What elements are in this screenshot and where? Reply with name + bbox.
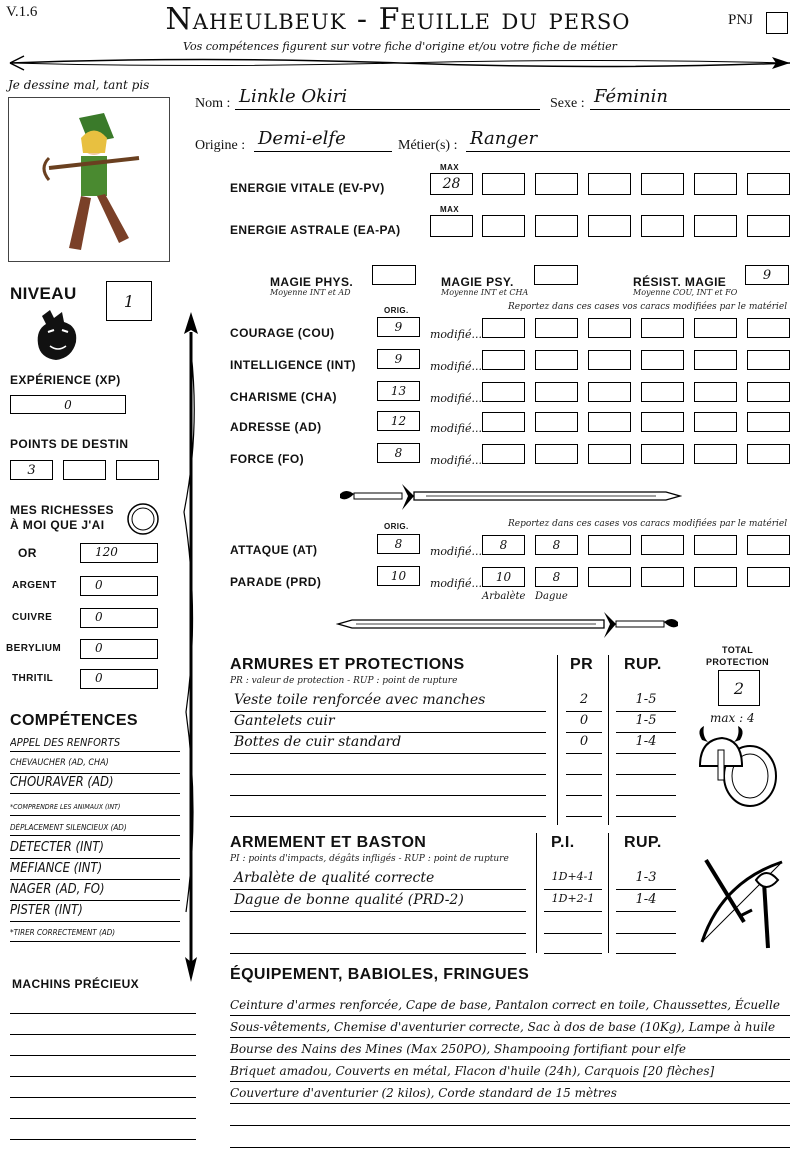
charisme-orig-box[interactable]: 13 <box>377 381 420 401</box>
force-mod-box[interactable] <box>747 444 790 464</box>
ev-box[interactable] <box>694 173 737 195</box>
col-label-arbalete: Arbalète <box>482 591 526 602</box>
cuivre-box[interactable]: 0 <box>80 608 158 628</box>
armure-empty-line[interactable] <box>230 797 546 817</box>
courage-orig-box[interactable]: 9 <box>377 317 420 337</box>
richesses-label-2: À MOI QUE J'AI <box>10 518 105 532</box>
armement-divider <box>536 833 537 953</box>
force-mod-box[interactable] <box>694 444 737 464</box>
armure-pr[interactable]: 2 <box>566 692 602 712</box>
competence-item: MÉFIANCE (INT) <box>10 861 180 880</box>
portrait-frame <box>8 97 170 262</box>
arme-empty-line[interactable] <box>544 914 602 934</box>
origine-label: Origine : <box>195 138 246 153</box>
armures-pr-header: PR <box>570 656 594 673</box>
page-subtitle: Vos compétences figurent sur votre fiche d'origine et/ou votre fiche de métier <box>183 40 617 53</box>
courage-mod-box[interactable] <box>694 318 737 338</box>
ev-max-label: MAX <box>440 163 459 172</box>
adresse-orig-box[interactable]: 12 <box>377 411 420 431</box>
armement-label: ARMEMENT ET BASTON <box>230 834 427 851</box>
parade-mod-arbalete[interactable]: 10 <box>482 567 525 587</box>
attaque-mod-box[interactable] <box>641 535 684 555</box>
courage-mod-box[interactable] <box>747 318 790 338</box>
destin-box-1[interactable]: 3 <box>10 460 53 480</box>
weapons-icon <box>692 852 792 952</box>
armures-divider <box>608 655 609 825</box>
character-drawing <box>9 98 169 261</box>
ea-box[interactable] <box>694 215 737 237</box>
magie-psy-label: MAGIE PSY. <box>441 275 514 289</box>
intelligence-mod-box[interactable] <box>588 350 631 370</box>
armure-empty-line[interactable] <box>616 776 676 796</box>
equipement-line[interactable]: Ceinture d'armes renforcée, Cape de base, Pantalon correct en toile, Chaussettes, Écuelle <box>230 994 790 1016</box>
intelligence-mod-box[interactable] <box>747 350 790 370</box>
ea-box[interactable] <box>747 215 790 237</box>
max-protection: max : 4 <box>710 711 755 725</box>
total-protection-label-2: PROTECTION <box>706 657 770 667</box>
carac-note: Reportez dans ces cases vos caracs modifiées par le matériel <box>508 302 788 312</box>
argent-label: ARGENT <box>12 580 57 591</box>
armure-empty-line[interactable] <box>230 755 546 775</box>
equipement-label: ÉQUIPEMENT, BABIOLES, FRINGUES <box>230 966 530 983</box>
machins-line[interactable] <box>10 1036 196 1056</box>
sword-ornament <box>336 608 682 642</box>
courage-modifie: modifié... <box>430 328 482 341</box>
competence-item: APPEL DES RENFORTS <box>10 736 180 752</box>
competence-item: CHEVAUCHER (AD, CHA) <box>10 758 180 774</box>
force-label: FORCE (FO) <box>230 452 304 466</box>
arme-empty-line[interactable] <box>616 936 676 954</box>
machins-line[interactable] <box>10 1099 196 1119</box>
magie-psy-note: Moyenne INT et CHA <box>441 288 529 297</box>
ea-box[interactable] <box>535 215 578 237</box>
berylium-box[interactable]: 0 <box>80 639 158 659</box>
armure-empty-line[interactable] <box>230 776 546 796</box>
armures-rup-header: RUP. <box>624 656 662 673</box>
ev-box[interactable] <box>588 173 631 195</box>
force-orig-box[interactable]: 8 <box>377 443 420 463</box>
parade-mod-box[interactable] <box>588 567 631 587</box>
intelligence-orig-box[interactable]: 9 <box>377 349 420 369</box>
force-mod-box[interactable] <box>588 444 631 464</box>
ea-box[interactable] <box>641 215 684 237</box>
ea-max-box[interactable] <box>430 215 473 237</box>
sexe-label: Sexe : <box>550 96 585 111</box>
portrait-caption: Je dessine mal, tant pis <box>8 78 150 92</box>
magie-phys-label: MAGIE PHYS. <box>270 275 354 289</box>
competences-label: COMPÉTENCES <box>10 712 138 729</box>
armures-label: ARMURES ET PROTECTIONS <box>230 656 465 673</box>
intelligence-mod-box[interactable] <box>694 350 737 370</box>
armure-empty-line[interactable] <box>566 776 602 796</box>
nom-label: Nom : <box>195 96 231 111</box>
argent-box[interactable]: 0 <box>80 576 158 596</box>
berylium-label: BERYLIUM <box>6 643 62 654</box>
armement-note: PI : points d'impacts, dégâts infligés - RUP : point de rupture <box>230 854 509 864</box>
armure-empty-line[interactable] <box>616 797 676 817</box>
equipement-line[interactable]: Briquet amadou, Couverts en métal, Flacon d'huile (24h), Carquois [20 flèches] <box>230 1060 790 1082</box>
competence-item: *COMPRENDRE LES ANIMAUX (INT) <box>10 803 180 816</box>
charisme-mod-box[interactable] <box>535 382 578 402</box>
adresse-mod-box[interactable] <box>747 412 790 432</box>
arme-pi[interactable]: 1D+4-1 <box>544 870 602 890</box>
arme-pi[interactable]: 1D+2-1 <box>544 892 602 912</box>
pnj-label: PNJ <box>728 12 754 28</box>
magie-phys-box[interactable] <box>372 265 416 285</box>
thritil-box[interactable]: 0 <box>80 669 158 689</box>
niveau-box[interactable]: 1 <box>106 281 152 321</box>
arme-rup[interactable]: 1-3 <box>616 870 676 890</box>
ev-max-box[interactable]: 28 <box>430 173 473 195</box>
armure-rup[interactable]: 1-5 <box>616 713 676 733</box>
armure-empty-line[interactable] <box>566 797 602 817</box>
charisme-mod-box[interactable] <box>588 382 631 402</box>
arme-empty-line[interactable] <box>230 936 526 954</box>
adresse-mod-box[interactable] <box>482 412 525 432</box>
dragon-icon <box>32 308 84 364</box>
parade-label: PARADE (PRD) <box>230 575 322 589</box>
competence-item: DÉPLACEMENT SILENCIEUX (AD) <box>10 823 180 836</box>
competence-item: NAGER (AD, FO) <box>10 882 180 901</box>
magie-phys-note: Moyenne INT et AD <box>270 288 351 297</box>
adresse-mod-box[interactable] <box>588 412 631 432</box>
courage-mod-box[interactable] <box>482 318 525 338</box>
attaque-mod-arbalete[interactable]: 8 <box>482 535 525 555</box>
resist-magie-box[interactable]: 9 <box>745 265 789 285</box>
attaque-mod-box[interactable] <box>694 535 737 555</box>
machins-line[interactable] <box>10 994 196 1014</box>
charisme-mod-box[interactable] <box>641 382 684 402</box>
armure-rup[interactable]: 1-5 <box>616 692 676 712</box>
armures-note: PR : valeur de protection - RUP : point de rupture <box>230 676 458 686</box>
parade-mod-box[interactable] <box>641 567 684 587</box>
ev-box[interactable] <box>747 173 790 195</box>
metier-field[interactable]: Ranger <box>466 128 790 152</box>
equipement-line[interactable] <box>230 1126 790 1148</box>
ev-box[interactable] <box>482 173 525 195</box>
armement-divider <box>608 833 609 953</box>
ev-label: ENERGIE VITALE (EV-PV) <box>230 181 385 195</box>
intelligence-mod-box[interactable] <box>641 350 684 370</box>
equipement-line[interactable]: Sous-vêtements, Chemise d'aventurier correcte, Sac à dos de base (10Kg), Lampe à huile <box>230 1016 790 1038</box>
thritil-label: THRITIL <box>12 673 54 684</box>
destin-box-3[interactable] <box>116 460 159 480</box>
metier-label: Métier(s) : <box>398 138 458 153</box>
destin-label: POINTS DE DESTIN <box>10 437 129 451</box>
courage-label: COURAGE (COU) <box>230 326 335 340</box>
attaque-label: ATTAQUE (AT) <box>230 543 318 557</box>
total-protection-label-1: TOTAL <box>722 645 754 655</box>
arme-rup[interactable]: 1-4 <box>616 892 676 912</box>
richesses-label-1: MES RICHESSES <box>10 503 114 517</box>
charisme-mod-box[interactable] <box>482 382 525 402</box>
machins-line[interactable] <box>10 1057 196 1077</box>
or-label: OR <box>18 546 37 560</box>
adresse-mod-box[interactable] <box>535 412 578 432</box>
charisme-modifie: modifié... <box>430 392 482 405</box>
armure-name[interactable]: Bottes de cuir standard <box>230 734 546 754</box>
parade-mod-box[interactable] <box>747 567 790 587</box>
machins-label: MACHINS PRÉCIEUX <box>12 977 140 991</box>
spear-ornament <box>180 312 202 982</box>
machins-line[interactable] <box>10 1015 196 1035</box>
armure-pr[interactable]: 0 <box>566 734 602 754</box>
armure-pr[interactable]: 0 <box>566 713 602 733</box>
arme-empty-line[interactable] <box>544 936 602 954</box>
version-label: V.1.6 <box>6 4 38 20</box>
niveau-label: NIVEAU <box>10 284 77 303</box>
armure-name[interactable]: Gantelets cuir <box>230 713 546 733</box>
ea-box[interactable] <box>588 215 631 237</box>
pnj-checkbox[interactable] <box>766 12 788 34</box>
arme-empty-line[interactable] <box>230 914 526 934</box>
competence-item: *TIRER CORRECTEMENT (AD) <box>10 928 180 942</box>
arme-empty-line[interactable] <box>616 914 676 934</box>
intelligence-modifie: modifié... <box>430 360 482 373</box>
force-mod-box[interactable] <box>641 444 684 464</box>
courage-mod-box[interactable] <box>588 318 631 338</box>
arme-name[interactable]: Arbalète de qualité correcte <box>230 870 526 890</box>
attaque-modifie: modifié... <box>430 545 482 558</box>
courage-mod-box[interactable] <box>641 318 684 338</box>
armure-empty-line[interactable] <box>616 755 676 775</box>
total-protection-box[interactable]: 2 <box>718 670 760 706</box>
charisme-label: CHARISME (CHA) <box>230 390 337 404</box>
attaque-mod-box[interactable] <box>588 535 631 555</box>
parade-orig-box[interactable]: 10 <box>377 566 420 586</box>
sexe-field[interactable]: Féminin <box>590 86 790 110</box>
ev-box[interactable] <box>535 173 578 195</box>
intelligence-mod-box[interactable] <box>535 350 578 370</box>
ea-label: ENERGIE ASTRALE (EA-PA) <box>230 223 401 237</box>
magie-psy-box[interactable] <box>534 265 578 285</box>
destin-box-2[interactable] <box>63 460 106 480</box>
armures-divider <box>557 655 558 825</box>
nom-field[interactable]: Linkle Okiri <box>235 86 540 110</box>
adresse-modifie: modifié... <box>430 422 482 435</box>
armement-rup-header: RUP. <box>624 834 662 851</box>
machins-line[interactable] <box>10 1120 196 1140</box>
courage-mod-box[interactable] <box>535 318 578 338</box>
armure-name[interactable]: Veste toile renforcée avec manches <box>230 692 546 712</box>
adresse-mod-box[interactable] <box>641 412 684 432</box>
force-modifie: modifié... <box>430 454 482 467</box>
equipement-line[interactable] <box>230 1104 790 1126</box>
carac-orig-label: ORIG. <box>384 306 409 315</box>
ev-box[interactable] <box>641 173 684 195</box>
competence-item: PISTER (INT) <box>10 903 180 922</box>
ea-max-label: MAX <box>440 205 459 214</box>
col-label-dague: Dague <box>535 591 568 602</box>
combat-note: Reportez dans ces cases vos caracs modifiées par le matériel <box>508 519 788 529</box>
armure-empty-line[interactable] <box>566 755 602 775</box>
adresse-mod-box[interactable] <box>694 412 737 432</box>
coin-icon <box>126 502 160 536</box>
intelligence-mod-box[interactable] <box>482 350 525 370</box>
page-title: Naheulbeuk - Feuille du perso <box>165 2 631 37</box>
charisme-mod-box[interactable] <box>694 382 737 402</box>
sword-ornament <box>336 480 682 514</box>
resist-magie-note: Moyenne COU, INT et FO <box>633 288 738 297</box>
attaque-mod-box[interactable] <box>747 535 790 555</box>
combat-orig-label: ORIG. <box>384 522 409 531</box>
armement-pi-header: P.I. <box>551 834 575 851</box>
machins-line[interactable] <box>10 1078 196 1098</box>
force-mod-box[interactable] <box>482 444 525 464</box>
charisme-mod-box[interactable] <box>747 382 790 402</box>
equipement-line[interactable]: Bourse des Nains des Mines (Max 250PO), Shampooing fortifiant pour elfe <box>230 1038 790 1060</box>
arme-name[interactable]: Dague de bonne qualité (PRD-2) <box>230 892 526 912</box>
equipement-line[interactable]: Couverture d'aventurier (2 kilos), Corde standard de 15 mètres <box>230 1082 790 1104</box>
origine-field[interactable]: Demi-elfe <box>254 128 392 152</box>
competence-item: DÉTECTER (INT) <box>10 840 180 859</box>
competence-item: CHOURAVER (AD) <box>10 775 180 794</box>
header-arrow-ornament <box>0 54 800 72</box>
intelligence-label: INTELLIGENCE (INT) <box>230 358 356 372</box>
force-mod-box[interactable] <box>535 444 578 464</box>
parade-modifie: modifié... <box>430 577 482 590</box>
adresse-label: ADRESSE (AD) <box>230 420 322 434</box>
xp-label: EXPÉRIENCE (XP) <box>10 373 121 387</box>
attaque-orig-box[interactable]: 8 <box>377 534 420 554</box>
parade-mod-dague[interactable]: 8 <box>535 567 578 587</box>
ea-box[interactable] <box>482 215 525 237</box>
or-box[interactable]: 120 <box>80 543 158 563</box>
resist-magie-label: RÉSIST. MAGIE <box>633 275 727 289</box>
parade-mod-box[interactable] <box>694 567 737 587</box>
armure-rup[interactable]: 1-4 <box>616 734 676 754</box>
attaque-mod-dague[interactable]: 8 <box>535 535 578 555</box>
xp-box[interactable]: 0 <box>10 395 126 414</box>
helmet-shield-icon <box>694 726 784 816</box>
cuivre-label: CUIVRE <box>12 612 53 623</box>
